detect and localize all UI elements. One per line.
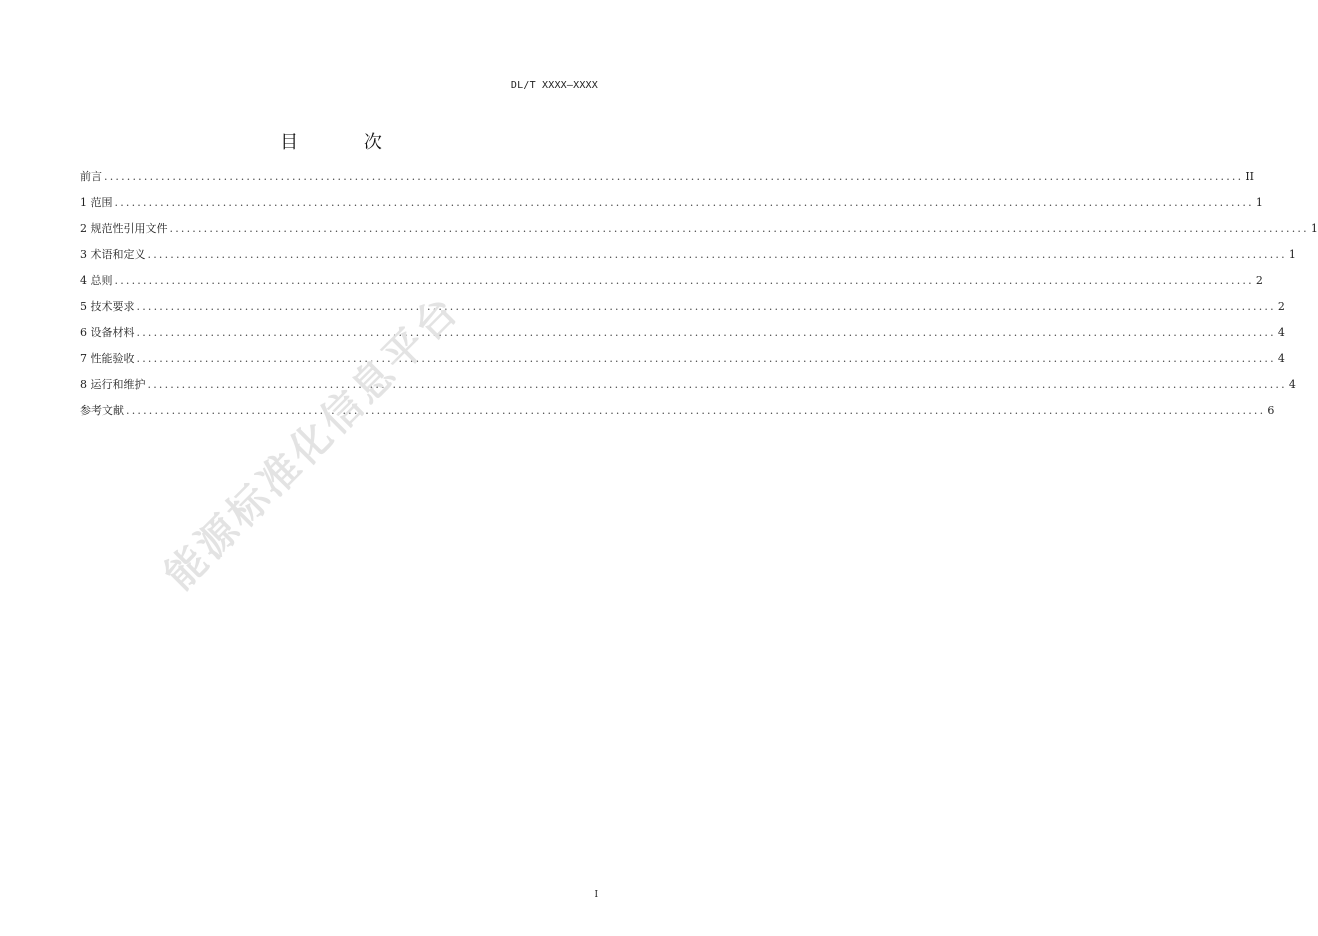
- toc-entry-performance-acceptance[interactable]: [80, 350, 1285, 376]
- toc-entry-terms-definitions[interactable]: [80, 246, 1296, 272]
- dot-leader: ........................................................................................................................................................................................................: [136, 326, 1276, 339]
- toc-entry-operation-maintenance[interactable]: [80, 376, 1296, 402]
- dot-leader: ........................................................................................................................................................................................................: [114, 196, 1254, 209]
- toc-entry-label: 6 设备材料: [80, 326, 135, 339]
- toc-entry-bibliography[interactable]: [80, 402, 1275, 428]
- dot-leader: ........................................................................................................................................................................................................: [136, 300, 1276, 313]
- dot-leader: ........................................................................................................................................................................................................: [169, 222, 1309, 235]
- toc-entry-label: 7 性能验收: [80, 352, 135, 365]
- toc-entry-page: 6: [1267, 404, 1275, 417]
- toc-entry-label: 3 术语和定义: [80, 248, 146, 261]
- toc-entry-equipment-materials[interactable]: [80, 324, 1285, 350]
- dot-leader: ........................................................................................................................................................................................................: [104, 170, 1244, 183]
- toc-entry-label: 5 技术要求: [80, 300, 135, 313]
- toc-entry-page: 1: [1310, 222, 1318, 235]
- toc-entry-label: 参考文献: [80, 404, 124, 417]
- toc-entry-normative-references[interactable]: [80, 220, 1318, 246]
- toc-entry-page: 4: [1288, 378, 1296, 391]
- toc-title: 目 次: [280, 132, 412, 153]
- toc-list: [80, 168, 1318, 428]
- toc-entry-label: 8 运行和维护: [80, 378, 146, 391]
- toc-entry-page: 4: [1277, 326, 1285, 339]
- toc-entry-scope[interactable]: [80, 194, 1263, 220]
- toc-entry-label: 前言: [80, 170, 102, 183]
- page-number: I: [594, 890, 598, 900]
- toc-entry-page: II: [1245, 170, 1255, 183]
- toc-entry-page: 1: [1255, 196, 1263, 209]
- dot-leader: ........................................................................................................................................................................................................: [126, 404, 1266, 417]
- document-code: DL/T XXXX—XXXX: [510, 80, 598, 91]
- dot-leader: ........................................................................................................................................................................................................: [136, 352, 1276, 365]
- toc-entry-page: 2: [1277, 300, 1285, 313]
- dot-leader: ........................................................................................................................................................................................................: [114, 274, 1254, 287]
- toc-entry-page: 4: [1277, 352, 1285, 365]
- toc-entry-general[interactable]: [80, 272, 1263, 298]
- toc-entry-label: 4 总则: [80, 274, 113, 287]
- toc-entry-page: 1: [1288, 248, 1296, 261]
- watermark: 能源标准化信息平台: [156, 286, 469, 599]
- toc-entry-label: 1 范围: [80, 196, 113, 209]
- dot-leader: ........................................................................................................................................................................................................: [147, 248, 1287, 261]
- toc-entry-foreword[interactable]: [80, 168, 1255, 194]
- toc-entry-page: 2: [1255, 274, 1263, 287]
- dot-leader: ........................................................................................................................................................................................................: [147, 378, 1287, 391]
- toc-entry-label: 2 规范性引用文件: [80, 222, 168, 235]
- toc-entry-technical-requirements[interactable]: [80, 298, 1285, 324]
